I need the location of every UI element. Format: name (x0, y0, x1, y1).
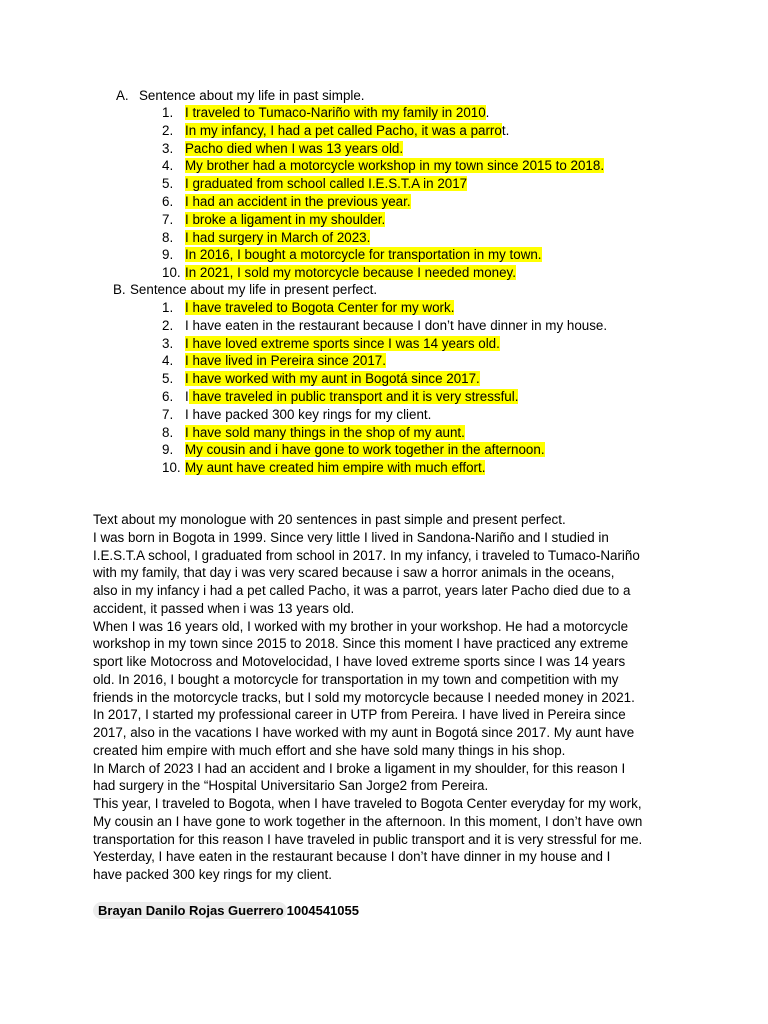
list-item (162, 406, 607, 424)
list-item-highlighted-text: In my infancy, I had a pet called Pacho, it was a parro (185, 122, 502, 138)
list-item-highlighted-text: I traveled to Tumaco-Nariño with my family in 2010 (185, 105, 486, 120)
list-item-highlighted-text: In 2021, I sold my motorcycle because I needed money. (185, 265, 516, 281)
list-item (162, 388, 607, 406)
present-perfect-list (162, 299, 607, 477)
list-item-highlighted-text: I have worked with my aunt in Bogotá since 2017. (185, 371, 480, 387)
list-item-number: 1. (162, 300, 174, 315)
list-item-highlighted-text: have traveled in public transport and it is very stressful. (188, 388, 519, 404)
list-item-highlighted-text: I have loved extreme sports since I was 14 years old. (185, 335, 500, 351)
monologue-line: In 2017, I started my professional career in UTP from Pereira. I have lived in Pereira since (93, 707, 626, 723)
list-item-text: I have packed 300 key rings for my client. (185, 406, 432, 422)
list-item-highlighted-text: I broke a ligament in my shoulder. (185, 211, 386, 227)
list-item (162, 299, 607, 317)
list-item-highlighted-text: I have lived in Pereira since 2017. (185, 353, 386, 369)
list-item (162, 157, 604, 175)
monologue-line: 2017, also in the vacations I have worked with my aunt in Bogotá since 2017. My aunt have (93, 725, 635, 740)
list-item-number: 5. (162, 176, 174, 192)
list-item-number: 4. (162, 158, 174, 174)
section-a-marker: A. (116, 88, 129, 103)
monologue-line: When I was 16 years old, I worked with my brother in your workshop. He had a motorcycle (93, 618, 629, 634)
past-simple-list (162, 104, 604, 282)
list-item-number: 8. (162, 229, 174, 245)
list-item-highlighted-text: I have traveled to Bogota Center for my work. (185, 300, 455, 315)
section-b-marker: B. (113, 282, 126, 297)
list-item-number: 7. (162, 211, 174, 227)
list-item-number: 2. (162, 122, 174, 138)
monologue-line: had surgery in the “Hospital Universitario San Jorge2 from Pereira. (93, 778, 489, 794)
list-item-number: 3. (162, 140, 174, 156)
monologue-line: workshop in my town since 2015 to 2018. Since this moment I have practiced any extreme (93, 636, 629, 652)
list-item-highlighted-text: My brother had a motorcycle workshop in my town since 2015 to 2018. (185, 158, 605, 174)
list-item-number: 4. (162, 353, 174, 369)
list-item-number: 9. (162, 247, 174, 263)
monologue-line: Text about my monologue with 20 sentences in past simple and present perfect. (93, 512, 566, 527)
list-item-trailing-text: t. (501, 122, 510, 138)
monologue-line: created him empire with much effort and she have sold many things in his shop. (93, 742, 566, 758)
list-item-highlighted-text: I have sold many things in the shop of my aunt. (185, 424, 465, 440)
monologue-line: old. In 2016, I bought a motorcycle for transportation in my town and competition with my (93, 671, 619, 687)
list-item (162, 229, 604, 247)
list-item-highlighted-text: I graduated from school called I.E.S.T.A in 2017 (185, 176, 468, 192)
list-item-number: 9. (162, 442, 174, 458)
list-item (162, 264, 604, 282)
list-item (162, 211, 604, 229)
list-item (162, 352, 607, 370)
list-item (162, 246, 604, 264)
author-id: 1004541055 (286, 903, 359, 918)
section-b-heading (113, 281, 377, 299)
list-item-highlighted-text: My aunt have created him empire with much effort. (185, 460, 486, 476)
list-item-number: 8. (162, 424, 174, 440)
list-item (162, 193, 604, 211)
monologue-line: Yesterday, I have eaten in the restaurant because I don’t have dinner in my house and I (93, 849, 611, 865)
section-a-heading (116, 87, 365, 105)
monologue-line: In March of 2023 I had an accident and I broke a ligament in my shoulder, for this reason I (93, 760, 626, 776)
list-item-highlighted-text: Pacho died when I was 13 years old. (185, 140, 404, 156)
list-item-number: 2. (162, 317, 174, 333)
list-item (162, 459, 607, 477)
list-item-number: 7. (162, 406, 174, 422)
monologue-line: accident, it passed when i was 13 years old. (93, 600, 355, 616)
monologue-line: have packed 300 key rings for my client. (93, 867, 332, 882)
list-item (162, 140, 604, 158)
list-item (162, 104, 604, 122)
section-b-title: Sentence about my life in present perfect. (130, 282, 378, 297)
list-item-number: 1. (162, 105, 174, 120)
section-a-title: Sentence about my life in past simple. (139, 88, 365, 103)
list-item (162, 424, 607, 442)
monologue-line: This year, I traveled to Bogota, when I have traveled to Bogota Center everyday for my work, (93, 796, 642, 811)
list-item-number: 10. (162, 460, 181, 476)
monologue-line: also in my infancy i had a pet called Pacho, it was a parrot, years later Pacho died due to a (93, 583, 631, 598)
signature-line (93, 902, 359, 920)
monologue-line: friends in the motorcycle tracks, but I sold my motorcycle because I needed money in 2021. (93, 689, 635, 705)
list-item (162, 335, 607, 353)
list-item (162, 441, 607, 459)
monologue-line: I.E.S.T.A school, I graduated from school in 2017. In my infancy, i traveled to Tumaco-Nariño (93, 547, 640, 563)
list-item-highlighted-text: I had an accident in the previous year. (185, 193, 411, 209)
monologue-line: I was born in Bogota in 1999. Since very little I lived in Sandona-Nariño and I studied in (93, 529, 609, 545)
list-item-number: 10. (162, 265, 181, 281)
list-item (162, 175, 604, 193)
monologue-line: My cousin an I have gone to work together in the afternoon. In this moment, I don’t have own (93, 813, 643, 829)
list-item (162, 317, 607, 335)
list-item-number: 6. (162, 193, 174, 209)
monologue-text (93, 511, 683, 884)
list-item-trailing-text: . (485, 105, 490, 120)
monologue-line: transportation for this reason I have traveled in public transport and it is very stressful for me. (93, 831, 643, 847)
list-item-highlighted-text: I had surgery in March of 2023. (185, 229, 371, 245)
list-item (162, 370, 607, 388)
list-item-number: 5. (162, 371, 174, 387)
list-item-number: 6. (162, 388, 174, 404)
list-item-number: 3. (162, 335, 174, 351)
list-item-highlighted-text: My cousin and i have gone to work together in the afternoon. (185, 442, 545, 458)
monologue-line: sport like Motocross and Motovelocidad, I have loved extreme sports since I was 14 years (93, 654, 626, 669)
list-item (162, 122, 604, 140)
author-name-chip[interactable]: Brayan Danilo Rojas Guerrero (93, 902, 287, 919)
list-item-text: I have eaten in the restaurant because I don’t have dinner in my house. (185, 317, 608, 333)
list-item-text: I (185, 388, 189, 404)
list-item-highlighted-text: In 2016, I bought a motorcycle for transportation in my town. (185, 247, 542, 263)
monologue-line: with my family, that day i was very scared because i saw a horror animals in the oceans, (93, 565, 615, 581)
